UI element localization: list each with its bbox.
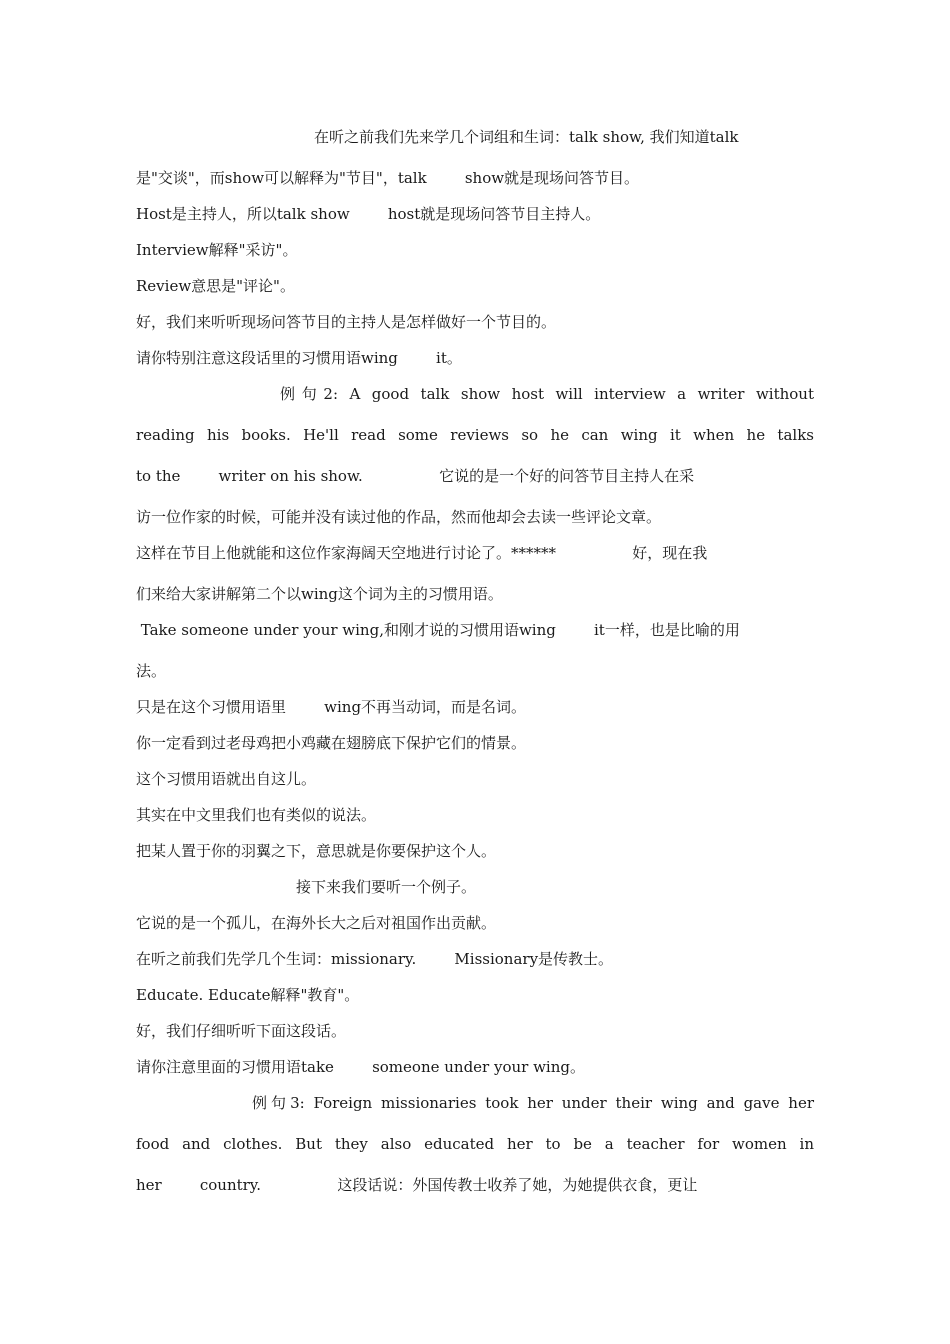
text-line: 它说的是一个孤儿，在海外长大之后对祖国作出贡献。 <box>136 914 497 932</box>
text-line: 在听之前我们先来学几个词组和生词：talk show, 我们知道talk <box>314 128 739 146</box>
example-sentence-line: 例句3: Foreign missionaries took her under their wing and gave her <box>252 1094 814 1112</box>
text-line: 好，我们仔细听听下面这段话。 <box>136 1022 347 1040</box>
text-line: Interview解释"采访"。 <box>136 241 298 259</box>
example-sentence-line: reading his books. He'll read some reviews so he can wing it when he talks <box>136 426 814 444</box>
text-line: 请你注意里面的习惯用语take someone under your wing。 <box>136 1058 585 1076</box>
example-sentence-line: food and clothes. But they also educated her to be a teacher for women in <box>136 1135 814 1153</box>
text-line: 这样在节目上他就能和这位作家海阔天空地进行讨论了。****** 好，现在我 <box>136 544 708 562</box>
text-line: 你一定看到过老母鸡把小鸡藏在翅膀底下保护它们的情景。 <box>136 734 527 752</box>
text-line: Review意思是"评论"。 <box>136 277 295 295</box>
text-line: 是"交谈"，而show可以解释为"节目"，talk show就是现场问答节目。 <box>136 169 640 187</box>
text-line: Host是主持人，所以talk show host就是现场问答节目主持人。 <box>136 205 601 223</box>
text-line: 们来给大家讲解第二个以wing这个词为主的习惯用语。 <box>136 585 503 603</box>
example-sentence-line: 例句2: A good talk show host will interview a writer without <box>280 385 814 403</box>
text-line: 把某人置于你的羽翼之下，意思就是你要保护这个人。 <box>136 842 497 860</box>
text-line: 请你特别注意这段话里的习惯用语wing it。 <box>136 349 462 367</box>
text-line: 访一位作家的时候，可能并没有读过他的作品，然而他却会去读一些评论文章。 <box>136 508 662 526</box>
text-line: 只是在这个习惯用语里 wing不再当动词，而是名词。 <box>136 698 527 716</box>
text-line: Educate. Educate解释"教育"。 <box>136 986 360 1004</box>
text-line: 法。 <box>136 662 167 680</box>
text-line: 接下来我们要听一个例子。 <box>296 878 477 896</box>
example-sentence-line: to the writer on his show. 它说的是一个好的问答节目主持人在采 <box>136 467 695 485</box>
text-line: 这个习惯用语就出自这儿。 <box>136 770 317 788</box>
text-line: 好，我们来听听现场问答节目的主持人是怎样做好一个节目的。 <box>136 313 557 331</box>
text-line: 其实在中文里我们也有类似的说法。 <box>136 806 377 824</box>
text-line: Take someone under your wing,和刚才说的习惯用语wing it一样，也是比喻的用 <box>136 621 740 639</box>
example-sentence-line: her country. 这段话说：外国传教士收养了她，为她提供衣食，更让 <box>136 1176 698 1194</box>
text-line: 在听之前我们先学几个生词：missionary. Missionary是传教士。 <box>136 950 614 968</box>
